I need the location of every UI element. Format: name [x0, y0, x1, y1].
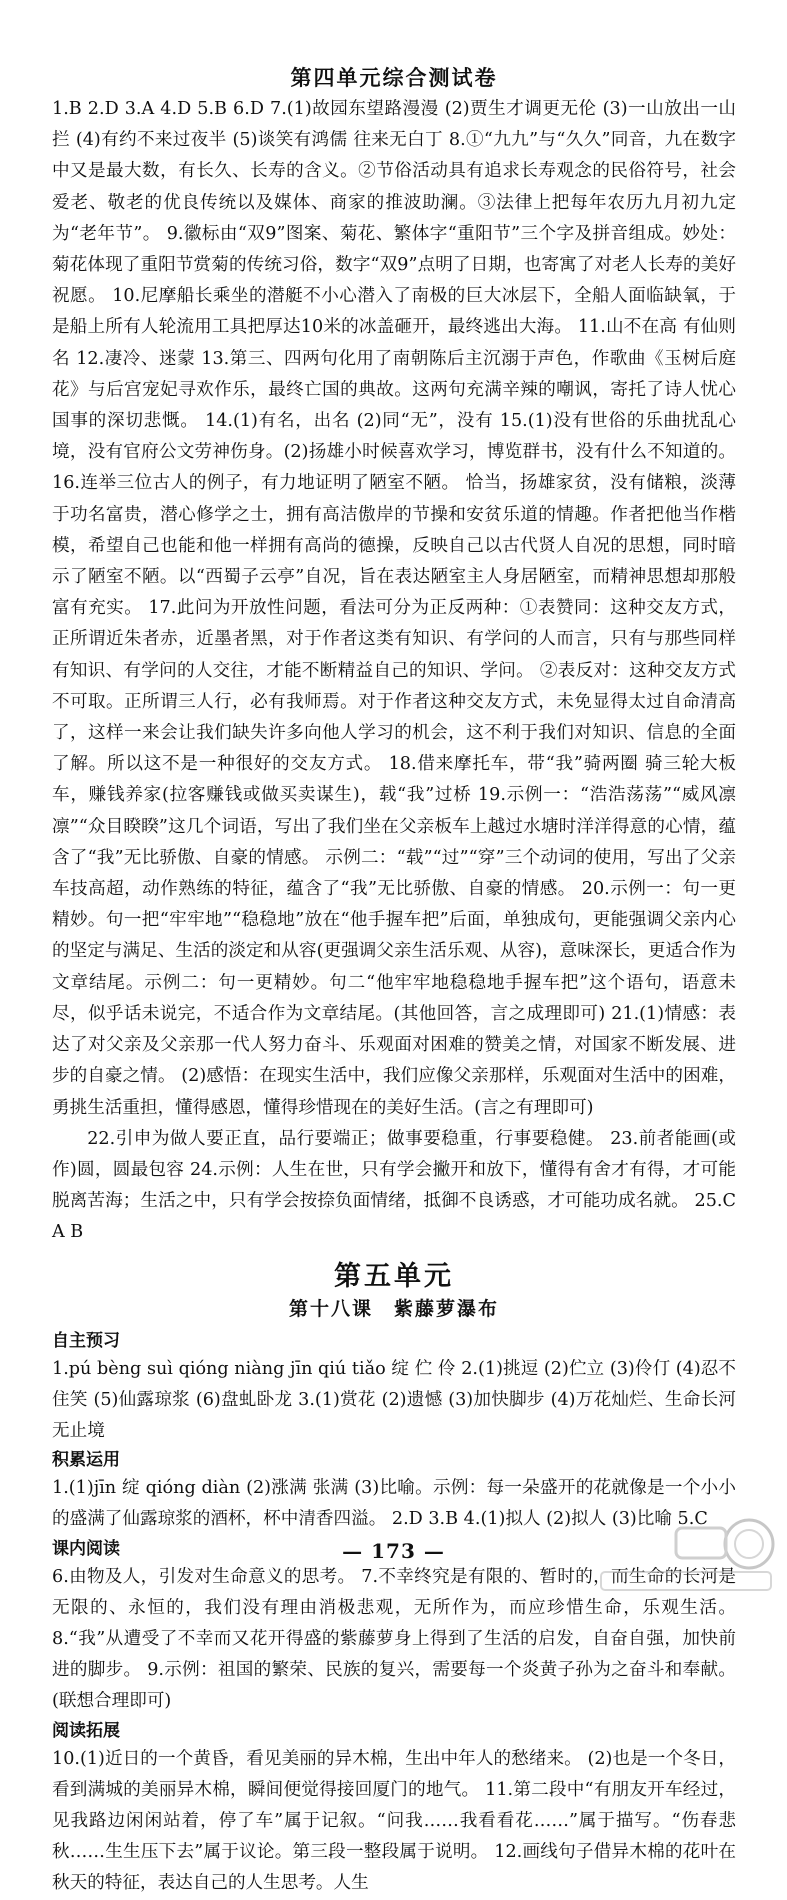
- page-number: — 173 —: [342, 1539, 445, 1563]
- site-watermark-logo: [581, 1506, 781, 1596]
- section-label: 阅读拓展: [52, 1720, 120, 1741]
- section-text: 1.(1)jīn 绽 qióng diàn (2)涨满 张满 (3)比喻。示例：每一朵盛开的花就像是一个小小的盛满了仙露琼浆的酒杯，杯中清香四溢。 2.D 3.B 4.(1)拟人 (2)拟人 (3)比喻 5.C: [52, 1478, 736, 1530]
- section-label: 积累运用: [52, 1450, 120, 1471]
- unit4-answers: 1.B 2.D 3.A 4.D 5.B 6.D 7.(1)故园东望路漫漫 (2)贾生才调更无伦 (3)一山放出一山拦 (4)有约不来过夜半 (5)谈笑有鸿儒 往来无白丁 8.①“九九”与“久久”同音，九在数字中又是最大数，有长久、长寿的含义。②节俗活动具有追求长寿观念的民俗符号，社会爱老、敬老的优良传统以及媒体、商家的推波助澜。③法律上把每年农历九月初九定为“老年节”。 9.徽标由“双9”图案、菊花、繁体字“重阳节”三个字及拼音组成。妙处：菊花体现了重阳节赏菊的传统习俗，数字“双9”点明了日期，也寄寓了对老人长寿的美好祝愿。 10.尼摩船长乘坐的潜艇不小心潜入了南极的巨大冰层下，全船人面临缺氧，于是船上所有人轮流用工具把厚达10米的冰盖砸开，最终逃出大海。 11.山不在高 有仙则名 12.凄冷、迷蒙 13.第三、四两句化用了南朝陈后主沉溺于声色，作歌曲《玉树后庭花》与后宫宠妃寻欢作乐，最终亡国的典故。这两句充满辛辣的嘲讽，寄托了诗人忧心国事的深切悲慨。 14.(1)有名，出名 (2)同“无”，没有 15.(1)没有世俗的乐曲扰乱心境，没有官府公文劳神伤身。(2)扬雄小时候喜欢学习，博览群书，没有什么不知道的。 16.连举三位古人的例子，有力地证明了陋室不陋。 恰当，扬雄家贫，没有储粮，淡薄于功名富贵，潜心修学之士，拥有高洁傲岸的节操和安贫乐道的情趣。作者把他当作楷模，希望自己也能和他一样拥有高尚的德操，反映自己以古代贤人自况的思想，同时暗示了陋室不陋。以“西蜀子云亭”自况，旨在表达陋室主人身居陋室，而精神思想却那般富有充实。 17.此问为开放性问题，看法可分为正反两种：①表赞同：这种交友方式，正所谓近朱者赤，近墨者黑，对于作者这类有知识、有学问的人而言，只有与那些同样有知识、有学问的人交往，才能不断精益自己的知识、学问。 ②表反对：这种交友方式不可取。正所谓三人行，必有我师焉。对于作者这种交友方式，未免显得太过自命清高了，这样一来会让我们缺失许多向他人学习的机会，这不利于我们对知识、信息的全面了解。所以这不是一种很好的交友方式。 18.借来摩托车，带“我”骑两圈 骑三轮大板车，赚钱养家(拉客赚钱或做买卖谋生)，载“我”过桥 19.示例一：“浩浩荡荡”“威风凛凛”“众目睽睽”这几个词语，写出了我们坐在父亲板车上越过水塘时洋洋得意的心情，蕴含了“我”无比骄傲、自豪的情感。 示例二：“载”“过”“穿”三个动词的使用，写出了父亲车技高超，动作熟练的特征，蕴含了“我”无比骄傲、自豪的情感。 20.示例一：句一更精妙。句一把“牢牢地”“稳稳地”放在“他手握车把”后面，单独成句，更能强调父亲内心的坚定与满足、生活的淡定和从容(更强调父亲生活乐观、从容)，意味深长，更适合作为文章结尾。示例二：句一更精妙。句二“他牢牢地稳稳地手握车把”这个语句，语意未尽，似乎话未说完，不适合作为文章结尾。(其他回答，言之成理即可) 21.(1)情感：表达了对父亲及父亲那一代人努力奋斗、乐观面对困难的赞美之情，对国家不断发展、进步的自豪之情。 (2)感悟：在现实生活中，我们应像父亲那样，乐观面对生活中的困难，勇挑生活重担，懂得感恩，懂得珍惜现在的美好生活。(言之有理即可): [52, 99, 736, 1118]
- unit4-test-title: 第四单元综合测试卷: [290, 65, 498, 90]
- section-text: 6.由物及人，引发对生命意义的思考。 7.不幸终究是有限的、暂时的，而生命的长河是无限的、永恒的，我们没有理由消极悲观，无所作为，而应珍惜生命，乐观生活。 8.“我”从遭受了不幸而又花开得盛的紫藤萝身上得到了生活的启发，自奋自强，加快前进的脚步。 9.示例：祖国的繁荣、民族的复兴，需要每一个炎黄子孙为之奋斗和奉献。(联想合理即可): [52, 1566, 736, 1712]
- section-text: 10.(1)近日的一个黄昏，看见美丽的异木棉，生出中年人的愁绪来。 (2)也是一个冬日，看到满城的美丽异木棉，瞬间便觉得接回厦门的地气。 11.第二段中“有朋友开车经过，见我路边闲闲站着，停了车”属于记叙。“问我……我看看花……”属于描写。“伤春悲秋……生生压下去”属于议论。第三段一整段属于说明。 12.画线句子借异木棉的花叶在秋天的特征，表达自己的人生思考。人生: [52, 1748, 736, 1894]
- section-preview: [52, 1329, 736, 1448]
- section-extended-reading: [52, 1719, 736, 1900]
- section-label: 课内阅读: [52, 1538, 120, 1559]
- answer-page: [52, 62, 736, 1900]
- unit5-title: 第五单元: [334, 1260, 454, 1292]
- lesson18-title: 第十八课 紫藤萝瀑布: [288, 1297, 499, 1320]
- unit4-answers-continued: 22.引申为做人要正直，品行要端正；做事要稳重，行事要稳健。 23.前者能画(或作)圆，圆最包容 24.示例：人生在世，只有学会撇开和放下，懂得有舍才有得，才可能脱离苦海；生活之中，只有学会按捺负面情绪，抵御不良诱惑，才可能功成名就。 25.C A B: [52, 1128, 736, 1243]
- section-text: 1.pú bèng suì qióng niàng jīn qiú tiǎo 绽 伫 伶 2.(1)挑逗 (2)伫立 (3)伶仃 (4)忍不住笑 (5)仙露琼浆 (6)盘虬卧龙 3.(1)赏花 (2)遗憾 (3)加快脚步 (4)万花灿烂、生命长河无止境: [52, 1358, 736, 1441]
- section-label: 自主预习: [52, 1330, 120, 1351]
